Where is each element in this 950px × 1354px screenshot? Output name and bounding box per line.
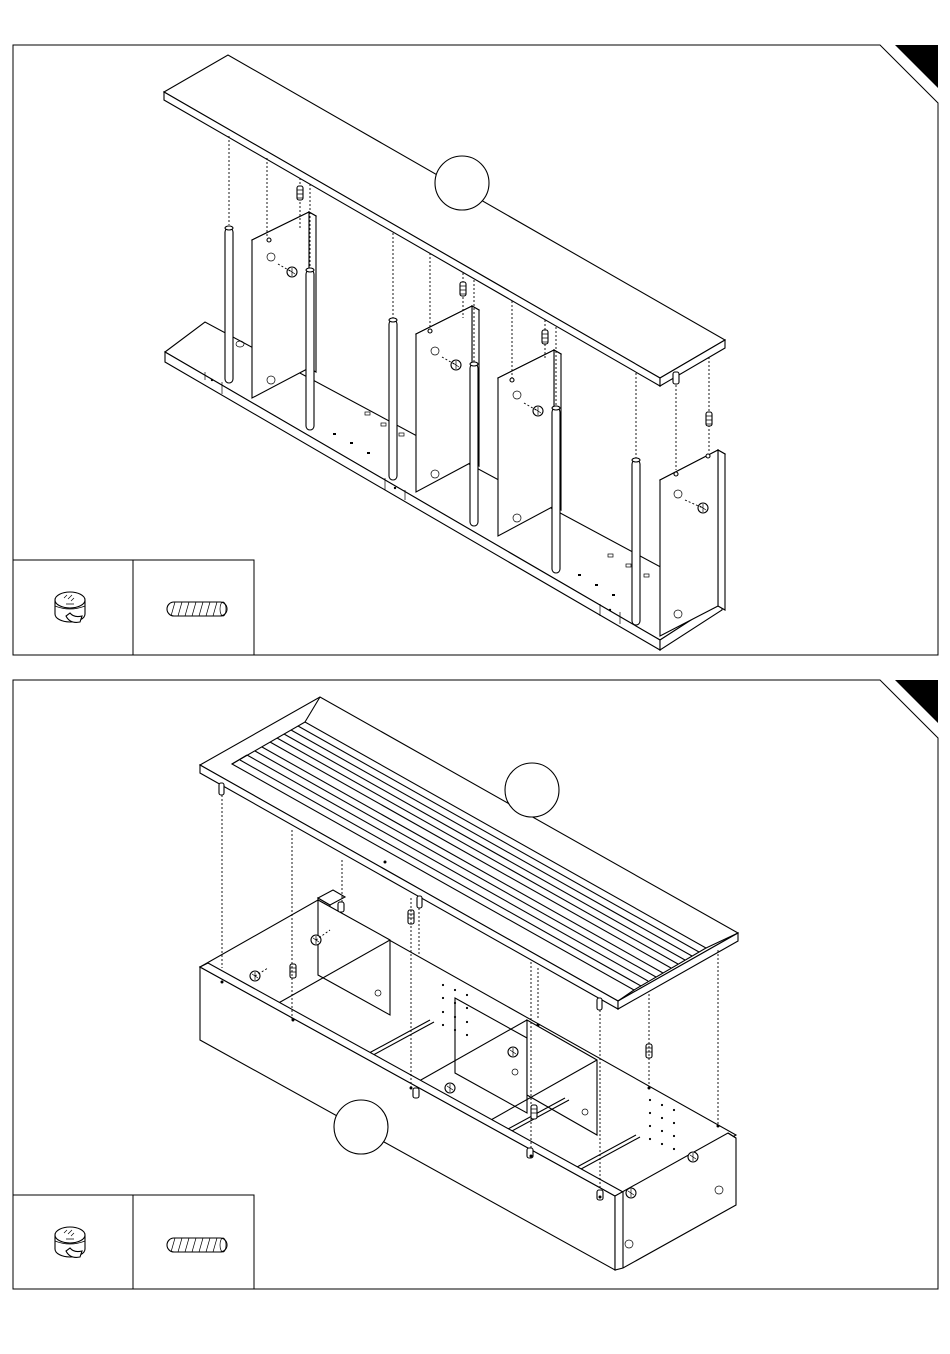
step-1-parts-legend <box>13 560 254 655</box>
cam-lock <box>445 1083 455 1093</box>
step-2-callout-circle-bottom <box>334 1100 388 1154</box>
round-rod <box>632 458 640 625</box>
cam-bolt <box>297 186 303 200</box>
round-rod <box>225 226 233 383</box>
cam-bolt <box>408 910 414 924</box>
wooden-dowel-icon <box>167 1238 227 1252</box>
wooden-dowel <box>673 372 679 384</box>
cam-lock <box>688 1152 698 1162</box>
round-rod <box>389 318 397 480</box>
round-rod <box>306 268 314 430</box>
cam-bolt <box>417 896 422 908</box>
wooden-dowel <box>413 1088 419 1098</box>
step-1-panel <box>13 45 938 655</box>
step-2-parts-legend <box>13 1195 254 1289</box>
wooden-dowel <box>338 902 344 912</box>
cam-bolt <box>290 964 296 978</box>
round-rod <box>552 406 560 573</box>
cam-bolt <box>706 412 712 426</box>
round-rod <box>470 362 478 526</box>
step-2-frame <box>13 680 938 1289</box>
cam-lock <box>508 1047 518 1057</box>
wooden-dowel-icon <box>167 602 227 616</box>
cam-bolt <box>219 783 224 795</box>
cam-bolt <box>531 1105 537 1119</box>
cam-lock-icon <box>55 592 85 622</box>
cam-bolt <box>460 282 466 296</box>
cam-lock-icon <box>55 1227 85 1257</box>
step-2-panel <box>13 680 938 1289</box>
cam-bolt <box>542 330 548 344</box>
step-1-callout-circle <box>435 156 489 210</box>
cam-lock <box>626 1188 636 1198</box>
cam-bolt <box>597 998 602 1010</box>
step-2-callout-circle-top <box>505 763 559 817</box>
